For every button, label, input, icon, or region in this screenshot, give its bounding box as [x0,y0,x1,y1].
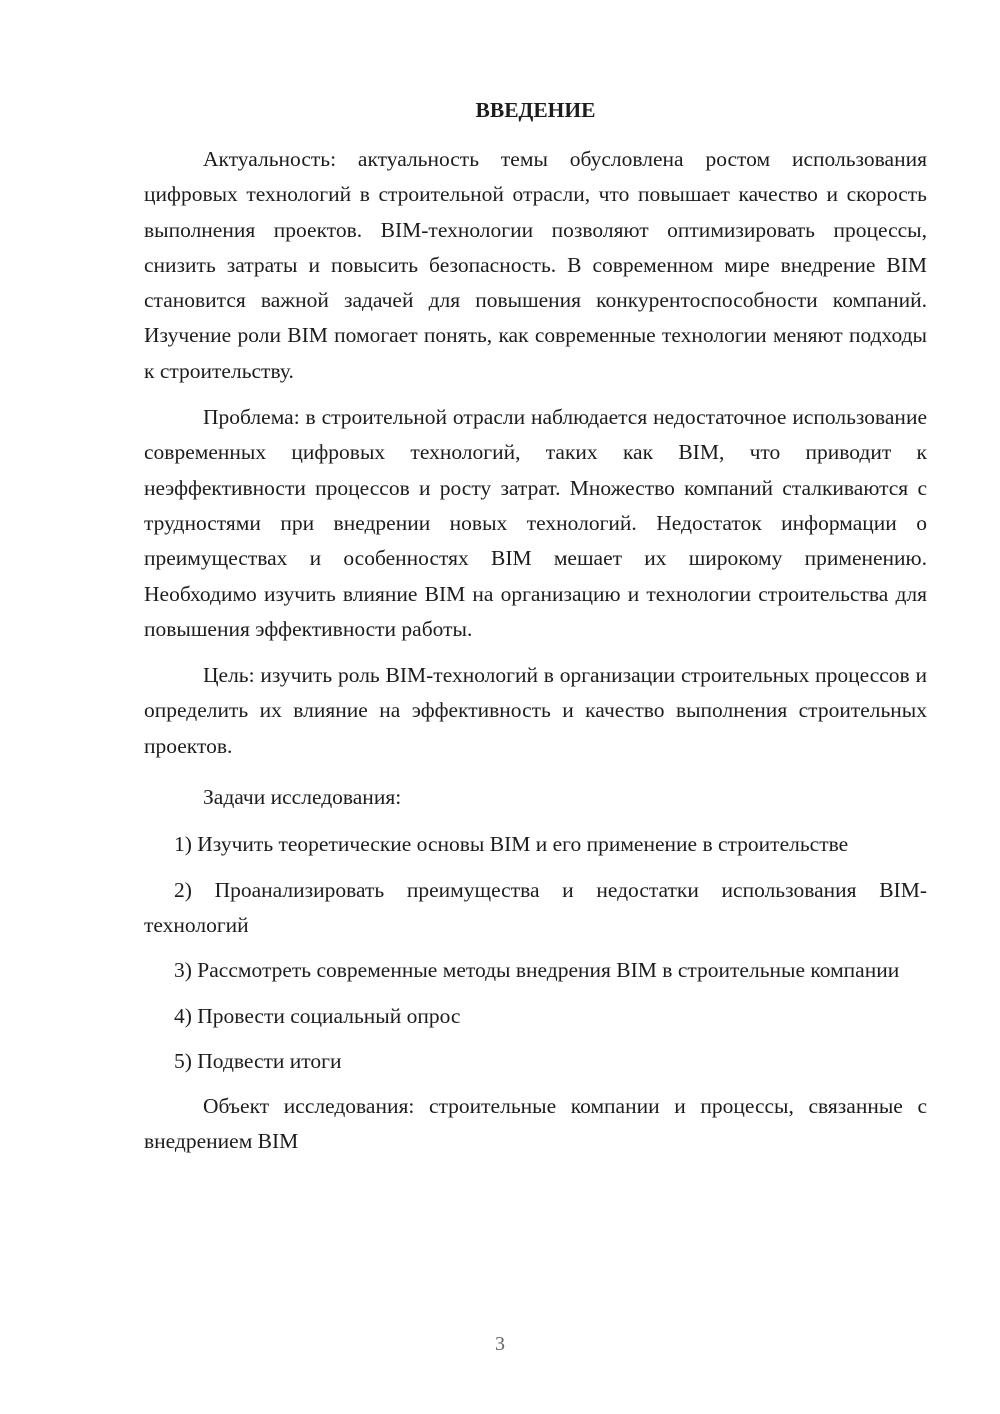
task-item: 1) Изучить теоретические основы BIM и его применение в строительстве [174,832,849,857]
section-heading: ВВЕДЕНИЕ [475,98,596,122]
task-item: 2) Проанализировать преимущества и недостатки использования BIM-технологий [144,877,927,937]
task-item: 3) Рассмотреть современные методы внедрения BIM в строительные компании [174,958,900,983]
page-content [144,92,927,1160]
relevance-paragraph: Актуальность: актуальность темы обусловлена ростом использования цифровых технологий в строительной отрасли, что повышает качество и скорость выполнения проектов. BIM-технологии позволяют оптимизировать процессы, снизить затраты и повысить безопасность. В современном мире внедрение BIM становится важной задачей для повышения конкурентоспособности компаний. Изучение роли BIM помогает понять, как современные технологии меняют подходы к строительству. [144,147,927,383]
task-item: 5) Подвести итоги [174,1048,342,1073]
tasks-heading: Задачи исследования: [203,785,402,810]
goal-paragraph: Цель: изучить роль BIM-технологий в организации строительных процессов и определить их влияние на эффективность и качество выполнения строительных проектов. [144,663,927,758]
task-item: 4) Провести социальный опрос [174,1003,461,1028]
object-paragraph: Объект исследования: строительные компании и процессы, связанные с внедрением BIM [144,1094,927,1154]
page-number: 3 [495,1333,505,1355]
problem-paragraph: Проблема: в строительной отрасли наблюдается недостаточное использование современных цифровых технологий, таких как BIM, что приводит к неэффективности процессов и росту затрат. Множество компаний сталкиваются с трудностями при внедрении новых технологий. Недостаток информации о преимуществах и особенностях BIM мешает их широкому применению. Необходимо изучить влияние BIM на организацию и технологии строительства для повышения эффективности работы. [144,405,927,641]
